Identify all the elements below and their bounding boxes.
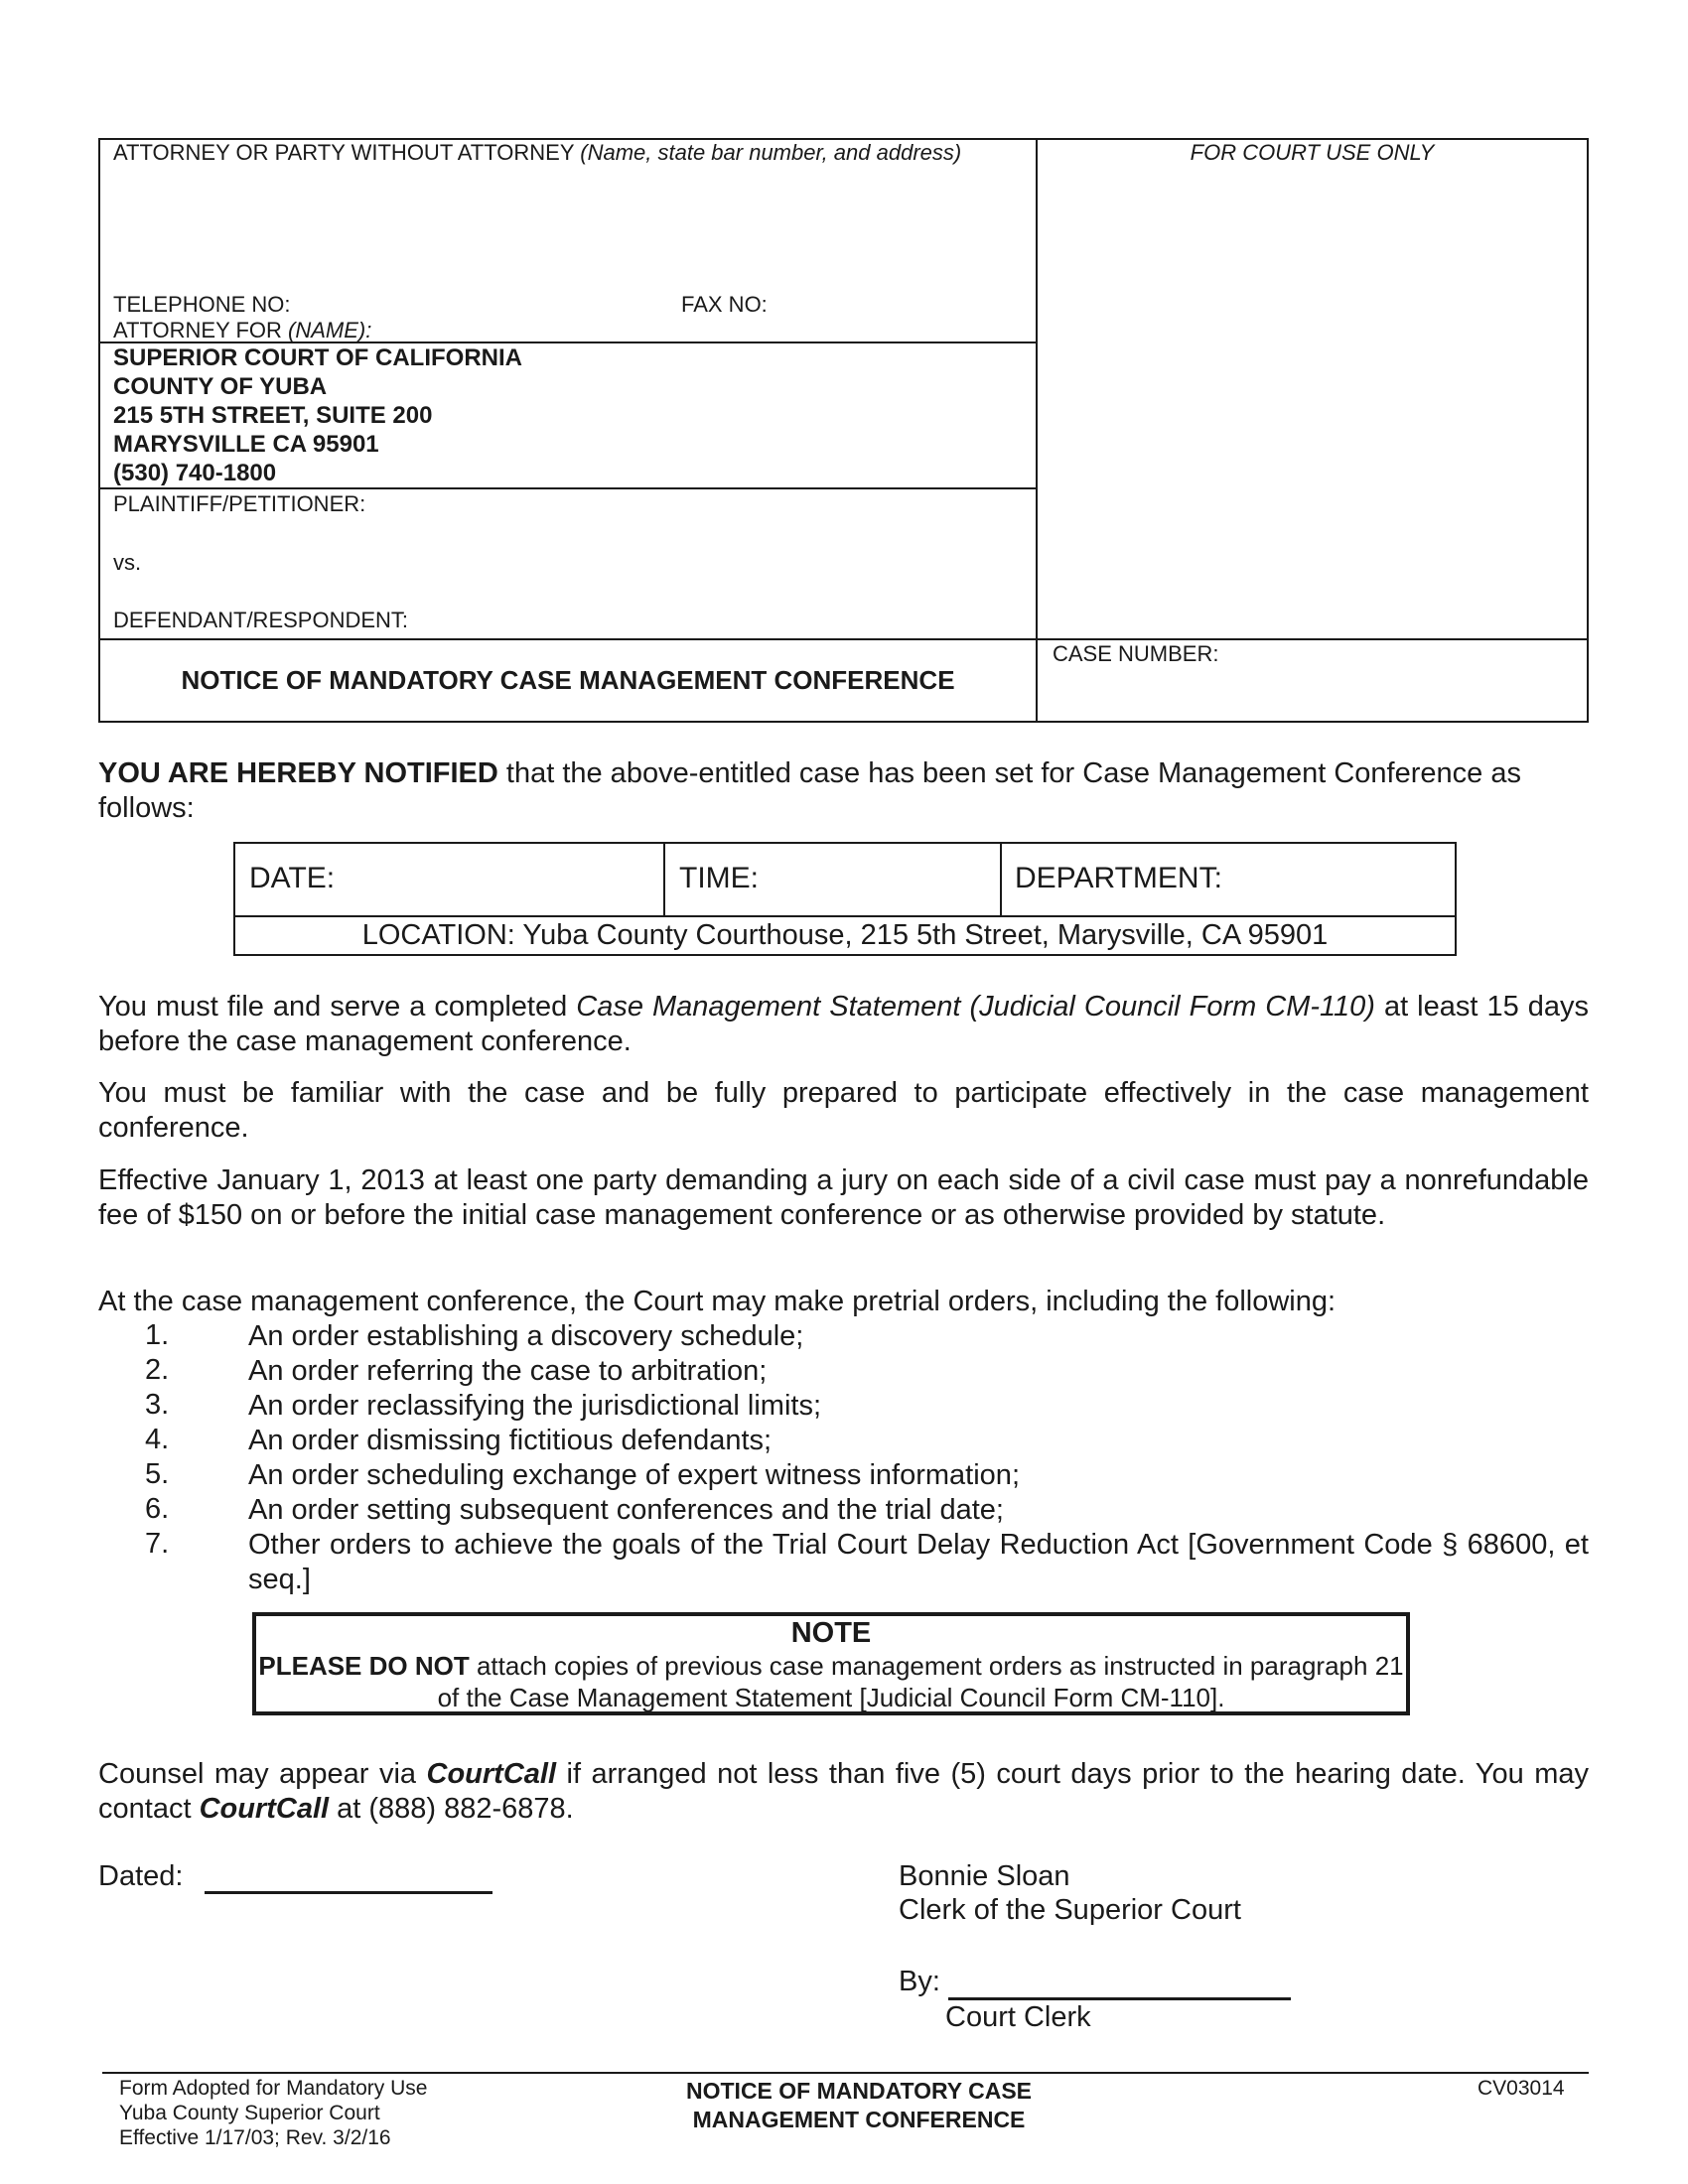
order-text: An order reclassifying the jurisdictional limits;	[248, 1390, 821, 1422]
by-label: By:	[899, 1966, 940, 1997]
caption-divider-title	[98, 638, 1589, 640]
court-clerk-label: Court Clerk	[945, 2001, 1091, 2033]
footer-center	[616, 2077, 1102, 2134]
footer-center-line: NOTICE OF MANDATORY CASE	[686, 2078, 1032, 2104]
order-text: An order establishing a discovery schedule;	[248, 1320, 804, 1352]
order-text: An order dismissing fictitious defendants;	[248, 1425, 773, 1456]
clerk-title: Clerk of the Superior Court	[899, 1894, 1241, 1926]
schedule-right-border	[1455, 842, 1457, 956]
schedule-divider-2	[1000, 842, 1002, 917]
p1-italic: Case Management Statement (Judicial Council Form CM-110)	[576, 991, 1375, 1023]
footer-left-line: Effective 1/17/03; Rev. 3/2/16	[119, 2126, 391, 2149]
note-bold: PLEASE DO NOT	[258, 1651, 470, 1681]
schedule-location: LOCATION: Yuba County Courthouse, 215 5th Street, Marysville, CA 95901	[361, 919, 1329, 951]
order-number: 3.	[145, 1389, 170, 1421]
notice-lead-rest: that the above-entitled case has been set for Case Management Conference as follows:	[98, 757, 1521, 824]
courtcall-paragraph	[98, 1757, 1589, 1827]
attorney-for-main: ATTORNEY FOR	[113, 318, 282, 342]
vs-label: vs.	[113, 550, 142, 575]
court-line: (530) 740-1800	[113, 460, 277, 486]
attorney-label-italic: (Name, state bar number, and address)	[580, 140, 962, 165]
paragraph-familiar: You must be familiar with the case and be fully prepared to participate effectively in the case management conference.	[98, 1077, 1589, 1144]
court-line: SUPERIOR COURT OF CALIFORNIA	[113, 344, 522, 371]
caption-bottom-border	[98, 721, 1589, 723]
note-text: attach copies of previous case management orders as instructed in paragraph 21 of the Case Management Statement [Judicial Council Form CM-110].	[437, 1651, 1404, 1712]
p1-end: at least 15 days before the case management conference.	[98, 991, 1590, 1057]
p1-start: You must file and serve a completed	[98, 991, 577, 1023]
courtcall-t3: at (888) 882-6878.	[329, 1793, 574, 1825]
court-line: MARYSVILLE CA 95901	[113, 431, 379, 458]
schedule-bottom-border	[233, 954, 1457, 956]
order-number: 4.	[145, 1424, 170, 1455]
court-use-label: FOR COURT USE ONLY	[1190, 140, 1435, 165]
order-text: Other orders to achieve the goals of the Trial Court Delay Reduction Act [Government Code § 68600, et seq.]	[248, 1529, 1589, 1595]
schedule-divider-1	[663, 842, 665, 917]
court-address	[113, 343, 522, 487]
footer-left	[119, 2076, 427, 2150]
order-text: An order referring the case to arbitration;	[248, 1355, 768, 1387]
attorney-label-main: ATTORNEY OR PARTY WITHOUT ATTORNEY	[113, 140, 575, 165]
clerk-name: Bonnie Sloan	[899, 1860, 1070, 1892]
notice-paragraph	[98, 756, 1589, 826]
note-box	[252, 1612, 1410, 1715]
dated-signature-line[interactable]	[205, 1891, 492, 1894]
courtcall-t1: Counsel may appear via	[98, 1758, 427, 1790]
schedule-date-label: DATE:	[249, 862, 336, 894]
paragraph-pretrial: At the case management conference, the Court may make pretrial orders, including the following:	[98, 1286, 1336, 1317]
court-line: 215 5TH STREET, SUITE 200	[113, 402, 433, 429]
footer-left-line: Form Adopted for Mandatory Use	[119, 2077, 428, 2100]
schedule-time-label: TIME:	[679, 862, 759, 894]
dated-label: Dated:	[98, 1860, 184, 1892]
case-number-label: CASE NUMBER:	[1053, 641, 1219, 666]
note-body	[256, 1650, 1406, 1713]
court-line: COUNTY OF YUBA	[113, 373, 328, 400]
courtcall-b2: CourtCall	[199, 1793, 330, 1825]
courtcall-b1: CourtCall	[426, 1758, 557, 1790]
note-title: NOTE	[790, 1617, 872, 1649]
attorney-for-label	[113, 317, 371, 343]
fax-label: FAX NO:	[681, 292, 768, 317]
paragraph-statement	[98, 990, 1589, 1059]
form-title: NOTICE OF MANDATORY CASE MANAGEMENT CONFERENCE	[181, 665, 955, 695]
defendant-label: DEFENDANT/RESPONDENT:	[113, 608, 409, 632]
caption-right-border	[1587, 138, 1589, 723]
caption-middle-divider	[1036, 138, 1038, 723]
order-number: 6.	[145, 1493, 170, 1525]
order-number: 2.	[145, 1354, 170, 1386]
attorney-for-italic: (NAME):	[288, 318, 372, 342]
schedule-top-border	[233, 842, 1457, 844]
order-number: 7.	[145, 1528, 170, 1560]
footer-center-line: MANAGEMENT CONFERENCE	[692, 2107, 1026, 2132]
order-number: 5.	[145, 1458, 170, 1490]
schedule-department-label: DEPARTMENT:	[1015, 862, 1222, 894]
notice-lead-bold: YOU ARE HEREBY NOTIFIED	[98, 757, 498, 789]
telephone-label: TELEPHONE NO:	[113, 292, 291, 317]
plaintiff-label: PLAINTIFF/PETITIONER:	[113, 491, 366, 516]
caption-left-border	[98, 138, 100, 723]
footer-form-code: CV03014	[1477, 2077, 1565, 2100]
order-number: 1.	[145, 1319, 170, 1351]
by-signature-line[interactable]	[948, 1997, 1291, 2000]
order-text: An order setting subsequent conferences and the trial date;	[248, 1494, 1004, 1526]
paragraph-jury-fee: Effective January 1, 2013 at least one party demanding a jury on each side of a civil case must pay a nonrefundable fee of $150 on or before the initial case management conference or as otherwise provided by statute.	[98, 1164, 1589, 1231]
caption-divider-court	[98, 487, 1038, 489]
attorney-label	[113, 139, 961, 166]
courtcall-t2: if arranged not less than five (5) court days prior to the hearing date. You may contact	[98, 1758, 1589, 1825]
footer-rule	[102, 2072, 1589, 2074]
order-text: An order scheduling exchange of expert witness information;	[248, 1459, 1020, 1491]
footer-left-line: Yuba County Superior Court	[119, 2102, 380, 2124]
